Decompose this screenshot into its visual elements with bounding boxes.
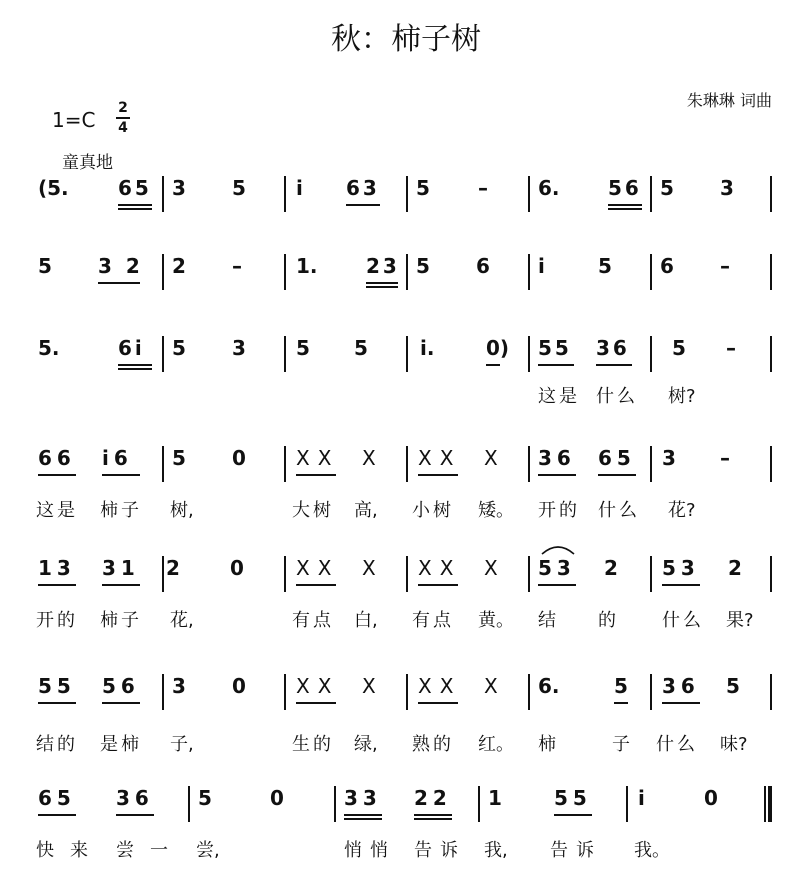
time-signature-top: 2 xyxy=(118,100,128,116)
lyric: 柿 xyxy=(538,734,556,755)
note: 5 xyxy=(660,176,674,200)
lyrics-row-6 xyxy=(0,730,812,756)
lyric: 果? xyxy=(726,610,754,631)
note: 6 xyxy=(660,254,674,278)
barline xyxy=(528,446,530,482)
barline xyxy=(284,176,286,212)
underline xyxy=(414,818,452,820)
underline xyxy=(418,474,458,476)
underline xyxy=(538,364,574,366)
underline xyxy=(418,584,458,586)
barline xyxy=(770,556,772,592)
note: 31 xyxy=(102,556,140,580)
barline xyxy=(284,556,286,592)
barline xyxy=(284,254,286,290)
barline xyxy=(162,176,164,212)
score-row-4 xyxy=(0,446,812,490)
barline xyxy=(528,674,530,710)
note: X xyxy=(362,674,376,698)
note: XX xyxy=(296,446,340,470)
underline xyxy=(296,474,336,476)
underline xyxy=(38,702,76,704)
note: 0 xyxy=(232,674,246,698)
underline xyxy=(614,702,628,704)
lyric: 什么 xyxy=(598,500,640,521)
note: 55 xyxy=(38,674,76,698)
lyric: 我, xyxy=(484,840,508,861)
note: X xyxy=(484,446,498,470)
note: 63 xyxy=(346,176,380,200)
note: 0 xyxy=(230,556,244,580)
key-signature: 1=C xyxy=(52,108,96,132)
barline xyxy=(284,674,286,710)
lyric: 大树 xyxy=(292,500,334,521)
note: – xyxy=(726,336,736,360)
barline xyxy=(770,674,772,710)
underline xyxy=(102,584,140,586)
lyric: 柿子 xyxy=(100,500,142,521)
note: 5 xyxy=(672,336,686,360)
barline xyxy=(770,254,772,290)
note: 0) xyxy=(486,336,510,360)
underline xyxy=(538,584,576,586)
barline xyxy=(406,556,408,592)
note: X xyxy=(484,556,498,580)
note: XX xyxy=(296,556,340,580)
lyric: 是柿 xyxy=(100,734,142,755)
final-barline-thick xyxy=(768,786,772,822)
lyric: 什么 xyxy=(596,386,638,407)
barline xyxy=(284,446,286,482)
note: XX xyxy=(418,674,462,698)
note: – xyxy=(720,446,730,470)
lyric: 这是 xyxy=(538,386,580,407)
barline xyxy=(650,336,652,372)
lyric: 悄悄 xyxy=(344,840,396,861)
lyric: 快来 xyxy=(36,840,104,861)
score-row-2 xyxy=(0,254,812,298)
score-row-3 xyxy=(0,336,812,380)
barline xyxy=(406,674,408,710)
lyric: 高, xyxy=(354,500,378,521)
barline xyxy=(406,336,408,372)
note: i. xyxy=(420,336,435,360)
barline xyxy=(528,176,530,212)
underline xyxy=(102,702,140,704)
note: 0 xyxy=(232,446,246,470)
lyric: 绿, xyxy=(354,734,378,755)
score-row-1 xyxy=(0,176,812,220)
time-signature-bottom: 4 xyxy=(118,119,128,136)
slur-mark xyxy=(540,542,576,556)
underline xyxy=(418,702,458,704)
note: 2 xyxy=(604,556,618,580)
note: i xyxy=(538,254,545,278)
underline xyxy=(118,368,152,370)
note: – xyxy=(232,254,242,278)
underline xyxy=(346,204,380,206)
note: 2 xyxy=(728,556,742,580)
note: 0 xyxy=(270,786,284,810)
note: 5 xyxy=(416,254,430,278)
note: 0 xyxy=(704,786,718,810)
underline xyxy=(344,814,382,816)
underline xyxy=(608,204,642,206)
lyric: 什么 xyxy=(656,734,698,755)
barline xyxy=(162,556,164,592)
note: 36 xyxy=(662,674,700,698)
note: 22 xyxy=(414,786,452,810)
underline xyxy=(116,814,154,816)
barline xyxy=(650,176,652,212)
note: 1 xyxy=(488,786,502,810)
note: 36 xyxy=(596,336,630,360)
underline xyxy=(296,584,336,586)
barline xyxy=(188,786,190,822)
note: X xyxy=(362,556,376,580)
note: 6. xyxy=(538,176,560,200)
barline xyxy=(650,674,652,710)
underline xyxy=(366,286,398,288)
score-row-5 xyxy=(0,556,812,600)
note: i6 xyxy=(102,446,133,470)
barline xyxy=(528,556,530,592)
barline xyxy=(334,786,336,822)
note: 3 xyxy=(172,674,186,698)
lyric: 花, xyxy=(170,610,194,631)
lyrics-row-7 xyxy=(0,836,812,862)
lyric: 尝, xyxy=(196,840,220,861)
barline xyxy=(406,176,408,212)
note: 2 xyxy=(166,556,180,580)
underline xyxy=(118,204,152,206)
note: 33 xyxy=(344,786,382,810)
composer-credit: 朱琳琳 词曲 xyxy=(686,91,772,110)
note: 5 xyxy=(232,176,246,200)
note: 32 xyxy=(98,254,154,278)
song-title: 秋：柿子树 xyxy=(331,22,481,57)
barline xyxy=(770,446,772,482)
underline xyxy=(102,474,140,476)
note: 3 xyxy=(232,336,246,360)
note: 5 xyxy=(172,336,186,360)
lyric: 尝一 xyxy=(116,840,184,861)
score-row-6 xyxy=(0,674,812,718)
lyric: 有点 xyxy=(292,610,334,631)
barline xyxy=(406,254,408,290)
note: i xyxy=(296,176,303,200)
note: i xyxy=(638,786,645,810)
lyric: 告诉 xyxy=(550,840,602,861)
lyric: 告诉 xyxy=(414,840,466,861)
time-signature-line xyxy=(116,117,130,119)
note: 36 xyxy=(538,446,576,470)
underline xyxy=(486,364,500,366)
underline xyxy=(662,702,700,704)
barline xyxy=(770,176,772,212)
lyric: 子 xyxy=(612,734,630,755)
underline xyxy=(296,702,336,704)
note: 56 xyxy=(608,176,642,200)
barline xyxy=(478,786,480,822)
note: 3 xyxy=(662,446,676,470)
note: 3 xyxy=(720,176,734,200)
underline xyxy=(414,814,452,816)
lyric: 结 xyxy=(538,610,556,631)
underline xyxy=(598,474,636,476)
lyric: 生的 xyxy=(292,734,334,755)
note: 5 xyxy=(726,674,740,698)
lyric: 熟的 xyxy=(412,734,454,755)
underline xyxy=(38,584,76,586)
underline xyxy=(38,814,76,816)
note: 5 xyxy=(38,254,52,278)
barline xyxy=(528,254,530,290)
underline xyxy=(366,282,398,284)
underline xyxy=(118,364,152,366)
lyrics-row-3 xyxy=(0,382,812,408)
note: 65 xyxy=(118,176,152,200)
lyric: 什么 xyxy=(662,610,704,631)
barline xyxy=(406,446,408,482)
note: 65 xyxy=(38,786,76,810)
barline xyxy=(162,446,164,482)
underline xyxy=(98,282,140,284)
note: 55 xyxy=(554,786,592,810)
note: 53 xyxy=(538,556,576,580)
lyric: 矮。 xyxy=(478,500,514,521)
note: 23 xyxy=(366,254,400,278)
lyric: 开的 xyxy=(538,500,580,521)
note: 6 xyxy=(476,254,490,278)
barline xyxy=(770,336,772,372)
note: 66 xyxy=(38,446,76,470)
barline xyxy=(650,254,652,290)
note: 6. xyxy=(538,674,560,698)
underline xyxy=(608,208,642,210)
underline xyxy=(554,814,592,816)
underline xyxy=(344,818,382,820)
note: – xyxy=(720,254,730,278)
lyric: 的 xyxy=(598,610,616,631)
note: 1. xyxy=(296,254,318,278)
note: 65 xyxy=(598,446,636,470)
lyric: 小树 xyxy=(412,500,454,521)
lyric: 红。 xyxy=(478,734,514,755)
note: XX xyxy=(418,556,462,580)
note: XX xyxy=(418,446,462,470)
lyric: 开的 xyxy=(36,610,78,631)
lyric: 结的 xyxy=(36,734,78,755)
barline xyxy=(626,786,628,822)
lyric: 有点 xyxy=(412,610,454,631)
note: 5 xyxy=(296,336,310,360)
lyric: 这是 xyxy=(36,500,78,521)
underline xyxy=(38,474,76,476)
barline xyxy=(162,674,164,710)
lyric: 子, xyxy=(170,734,194,755)
lyric: 树? xyxy=(668,386,696,407)
note: X xyxy=(484,674,498,698)
lyric: 花? xyxy=(668,500,696,521)
note: 56 xyxy=(102,674,140,698)
underline xyxy=(596,364,632,366)
lyrics-row-4 xyxy=(0,496,812,522)
underline xyxy=(118,208,152,210)
underline xyxy=(662,584,700,586)
note: 5 xyxy=(354,336,368,360)
barline xyxy=(162,336,164,372)
note: 5 xyxy=(416,176,430,200)
note: 5 xyxy=(198,786,212,810)
note: 5. xyxy=(38,336,60,360)
lyric: 黄。 xyxy=(478,610,514,631)
lyric: 我。 xyxy=(634,840,670,861)
note: 2 xyxy=(172,254,186,278)
note: 5 xyxy=(614,674,628,698)
lyric: 白, xyxy=(354,610,378,631)
barline xyxy=(650,556,652,592)
tempo-marking: 童真地 xyxy=(62,153,113,173)
note: 3 xyxy=(172,176,186,200)
barline xyxy=(650,446,652,482)
note: (5. xyxy=(38,176,69,200)
note: XX xyxy=(296,674,340,698)
lyric: 味? xyxy=(720,734,748,755)
lyric: 树, xyxy=(170,500,194,521)
barline xyxy=(162,254,164,290)
lyrics-row-5 xyxy=(0,606,812,632)
barline xyxy=(284,336,286,372)
final-barline-thin xyxy=(764,786,766,822)
lyric: 柿子 xyxy=(100,610,142,631)
note: 55 xyxy=(538,336,572,360)
note: 5 xyxy=(598,254,612,278)
underline xyxy=(538,474,576,476)
note: 36 xyxy=(116,786,154,810)
note: 6i xyxy=(118,336,145,360)
note: – xyxy=(478,176,488,200)
note: 13 xyxy=(38,556,76,580)
time-signature xyxy=(116,100,130,136)
note: 53 xyxy=(662,556,700,580)
note: 5 xyxy=(172,446,186,470)
note: X xyxy=(362,446,376,470)
barline xyxy=(528,336,530,372)
score-row-7 xyxy=(0,786,812,830)
